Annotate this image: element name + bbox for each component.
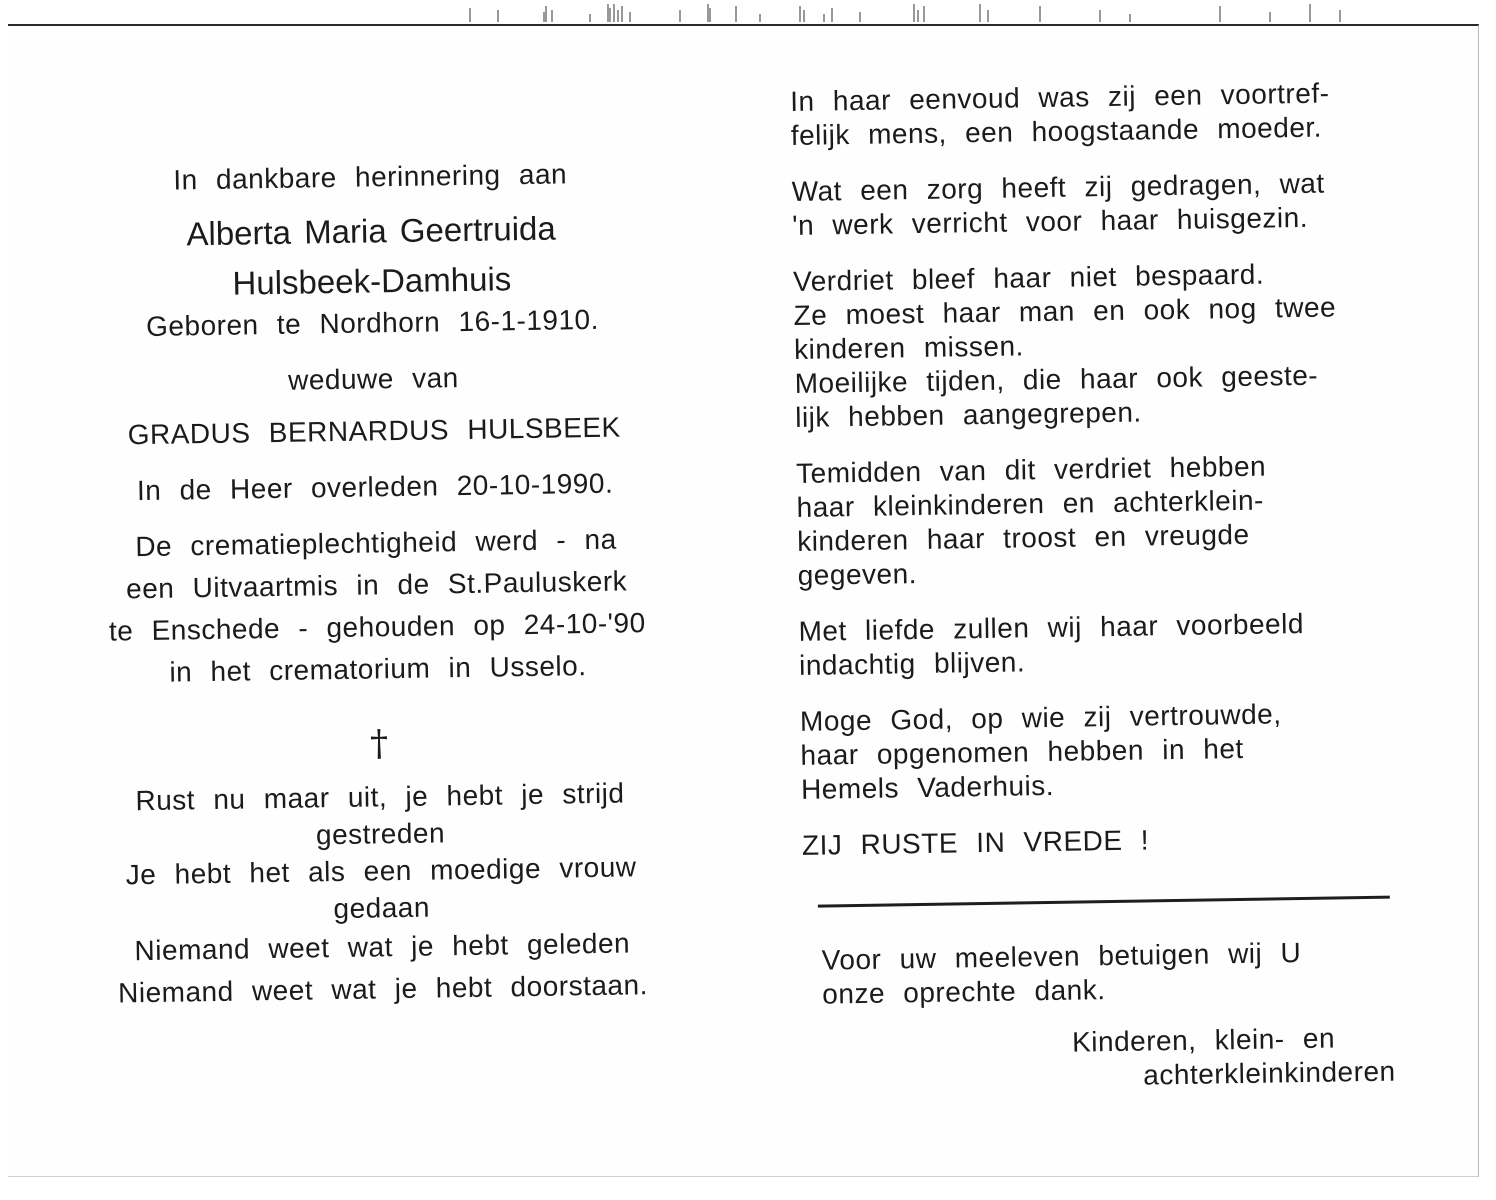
signature-line: achterkleinkinderen [1143,1055,1396,1091]
paragraph-line: felijk mens, een hoogstaande moeder. [790,111,1323,151]
paragraph-line: kinderen haar troost en vreugde [796,518,1250,557]
paragraph-line: gegeven. [797,558,918,591]
poem-line: Je hebt het als een moedige vrouw [125,851,637,891]
paragraph-line: Moge God, op wie zij vertrouwde, [799,698,1282,737]
cross-icon: † [369,723,389,765]
husband-name: GRADUS BERNARDUS HULSBEEK [127,411,621,451]
paragraph-line: haar kleinkinderen en achterklein- [796,484,1265,523]
ceremony-line: te Enschede - gehouden op 24-10-'90 [108,607,646,647]
paragraph-memory [798,606,1399,683]
paragraph-grandchildren [796,448,1398,593]
paragraph-line: In haar eenvoud was zij een voortref- [790,77,1330,117]
paragraph-line: Hemels Vaderhuis. [800,769,1055,805]
paragraph-line: Met liefde zullen wij haar voorbeeld [798,607,1305,647]
paragraph-line: 'n werk verricht voor haar huisgezin. [791,201,1309,241]
poem-line: gestreden [315,817,446,851]
widow-line: weduwe van [287,362,459,396]
paragraph-care [791,166,1392,243]
deceased-name-line2: Hulsbeek-Damhuis [232,260,512,302]
scan-edge-marks [440,2,1440,24]
poem-line: Niemand weet wat je hebt geleden [134,927,631,967]
paragraph-simplicity [790,76,1391,153]
paragraph-prayer [800,695,1402,806]
ceremony-text [86,518,669,695]
right-column [790,76,1406,1098]
poem-line: Rust nu maar uit, je hebt je strijd [135,777,625,817]
paragraph-line: kinderen missen. [793,330,1025,365]
intro-line: In dankbare herinnering aan [173,158,568,196]
thanks-line: Voor uw meeleven betuigen wij U [821,937,1302,976]
ceremony-line: een Uitvaartmis in de St.Pauluskerk [125,565,628,605]
paragraph-line: indachtig blijven. [798,646,1026,681]
paragraph-line: Temidden van dit verdriet hebben [795,450,1267,489]
paragraph-line: Moeilijke tijden, die haar ook geeste- [794,359,1319,399]
deceased-name-line1: Alberta Maria Geertruida [186,209,556,253]
birth-line: Geboren te Nordhorn 16-1-1910. [145,303,600,342]
paragraph-line: Ze moest haar man en ook nog twee [793,291,1337,331]
thanks-line: onze oprechte dank. [822,974,1106,1010]
paragraph-line: Verdriet bleef haar niet bespaard. [792,258,1265,297]
paragraph-line: lijk hebben aangegrepen. [794,396,1142,433]
death-line: In de Heer overleden 20-10-1990. [136,467,614,507]
thanks-text [821,934,1404,1011]
signature [805,1021,1396,1098]
rest-in-peace: ZIJ RUSTE IN VREDE ! [801,824,1150,861]
paragraph-line: Wat een zorg heeft zij gedragen, wat [791,167,1325,207]
ceremony-line: in het crematorium in Usselo. [169,650,587,688]
paragraph-line: haar opgenomen hebben in het [800,732,1244,771]
ceremony-line: De crematieplechtigheid werd - na [135,523,617,563]
paragraph-grief [793,256,1396,435]
divider [818,896,1390,908]
signature-line: Kinderen, klein- en [1071,1022,1336,1058]
poem-line: gedaan [333,891,431,925]
poem-line: Niemand weet wat je hebt doorstaan. [117,969,649,1009]
left-column [80,156,673,1015]
poem [90,774,674,1015]
